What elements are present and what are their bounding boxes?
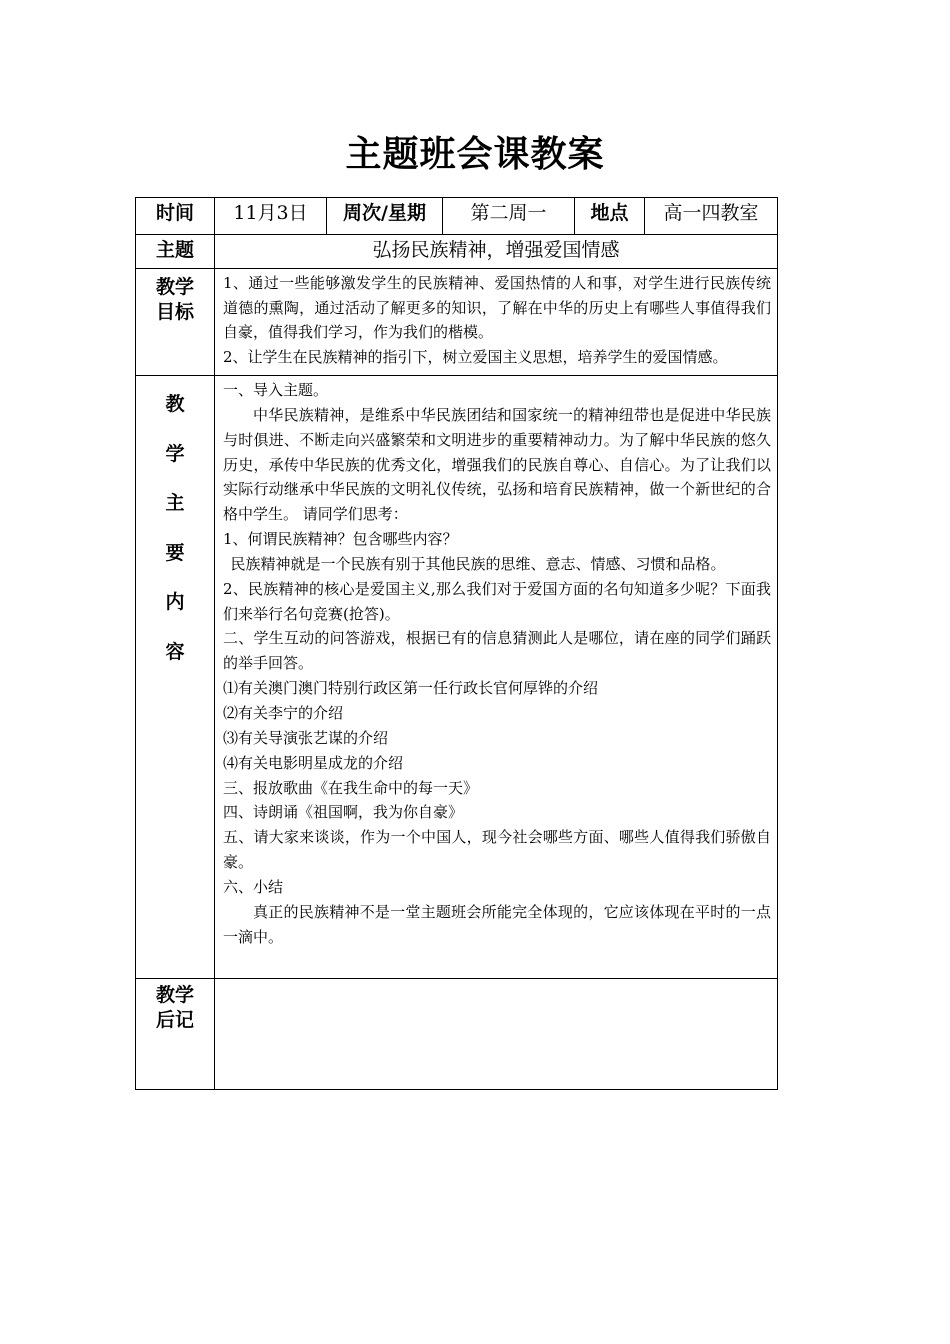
- content-label-char: 教: [165, 393, 185, 415]
- goal-item: 1、通过一些能够激发学生的民族精神、爱国热情的人和事，对学生进行民族传统道德的熏陶，通过活动了解更多的知识，了解在中华的历史上有哪些人事值得我们自豪，值得我们学习，作为我们的楷模。: [223, 274, 771, 341]
- week-label: 周次/星期: [327, 198, 443, 235]
- theme-row: [136, 235, 778, 269]
- content-paragraph: 真正的民族精神不是一堂主题班会所能完全体现的，它应该体现在平时的一点一滴中。: [223, 902, 771, 946]
- content-row: [136, 376, 778, 979]
- notes-row: [136, 979, 778, 1090]
- content-text: [215, 376, 778, 979]
- content-paragraph: 民族精神就是一个民族有别于其他民族的思维、意志、情感、习惯和品格。: [230, 554, 726, 573]
- notes-label: [136, 979, 215, 1090]
- time-label: 时间: [136, 198, 215, 235]
- content-paragraph: 四、诗朗诵《祖国啊，我为你自豪》: [223, 803, 464, 822]
- time-value: 11月3日: [215, 198, 327, 235]
- notes-label-line2: 后记: [155, 1009, 194, 1031]
- content-paragraph: ⑷有关电影明星成龙的介绍: [223, 753, 404, 772]
- content-paragraph: 中华民族精神，是维系中华民族团结和国家统一的精神纽带也是促进中华民族与时俱进、不断走向兴盛繁荣和文明进步的重要精神动力。为了解中华民族的悠久历史，承传中华民族的优秀文化，增强我们的民族自尊心、自信心。为了让我们以实际行动继承中华民族的文明礼仪传统，弘扬和培育民族精神，做一个新世纪的合格中学生。 请同学们思考：: [223, 405, 771, 524]
- content-paragraph: 1、何谓民族精神？包含哪些内容？: [223, 530, 458, 549]
- content-paragraph: 三、报放歌曲《在我生命中的每一天》: [223, 778, 479, 797]
- content-paragraph: ⑴有关澳门澳门特别行政区第一任行政长官何厚铧的介绍: [223, 679, 599, 698]
- goals-label-line1: 教学: [155, 276, 194, 298]
- goals-label: [136, 269, 215, 376]
- content-paragraph: 六、小结: [223, 877, 284, 896]
- content-label-char: 主: [165, 492, 185, 514]
- content-paragraph: 一、导入主题。: [223, 381, 329, 399]
- goal-item: 2、让学生在民族精神的指引下，树立爱国主义思想，培养学生的爱国情感。: [223, 347, 728, 366]
- notes-value: [215, 979, 778, 1090]
- theme-label: 主题: [136, 235, 215, 269]
- content-label: [136, 376, 215, 979]
- notes-label-line1: 教学: [155, 984, 194, 1006]
- content-paragraph: 2、民族精神的核心是爱国主义,那么我们对于爱国方面的名句知道多少呢？下面我们来举行名句竞赛(抢答)。: [223, 579, 771, 623]
- lesson-plan-table: [135, 197, 778, 1090]
- goals-row: [136, 269, 778, 376]
- goals-label-line2: 目标: [155, 301, 194, 323]
- content-paragraph: 二、学生互动的问答游戏，根据已有的信息猜测此人是哪位，请在座的同学们踊跃的举手回答。: [223, 629, 771, 673]
- page-title: 主题班会课教案: [345, 134, 605, 175]
- content-label-char: 要: [165, 541, 185, 564]
- place-label: 地点: [575, 198, 645, 235]
- content-label-char: 容: [165, 640, 185, 663]
- content-paragraph: 五、请大家来谈谈，作为一个中国人，现今社会哪些方面、哪些人值得我们骄傲自豪。: [223, 828, 771, 872]
- content-paragraph: ⑵有关李宁的介绍: [223, 703, 344, 722]
- goals-text: [215, 269, 778, 376]
- info-row: [136, 198, 778, 235]
- theme-value: 弘扬民族精神，增强爱国情感: [215, 235, 778, 269]
- content-paragraph: ⑶有关导演张艺谋的介绍: [223, 728, 389, 747]
- content-label-char: 学: [165, 442, 185, 465]
- week-value: 第二周一: [443, 198, 575, 235]
- place-value: 高一四教室: [645, 198, 778, 235]
- content-label-char: 内: [165, 591, 185, 613]
